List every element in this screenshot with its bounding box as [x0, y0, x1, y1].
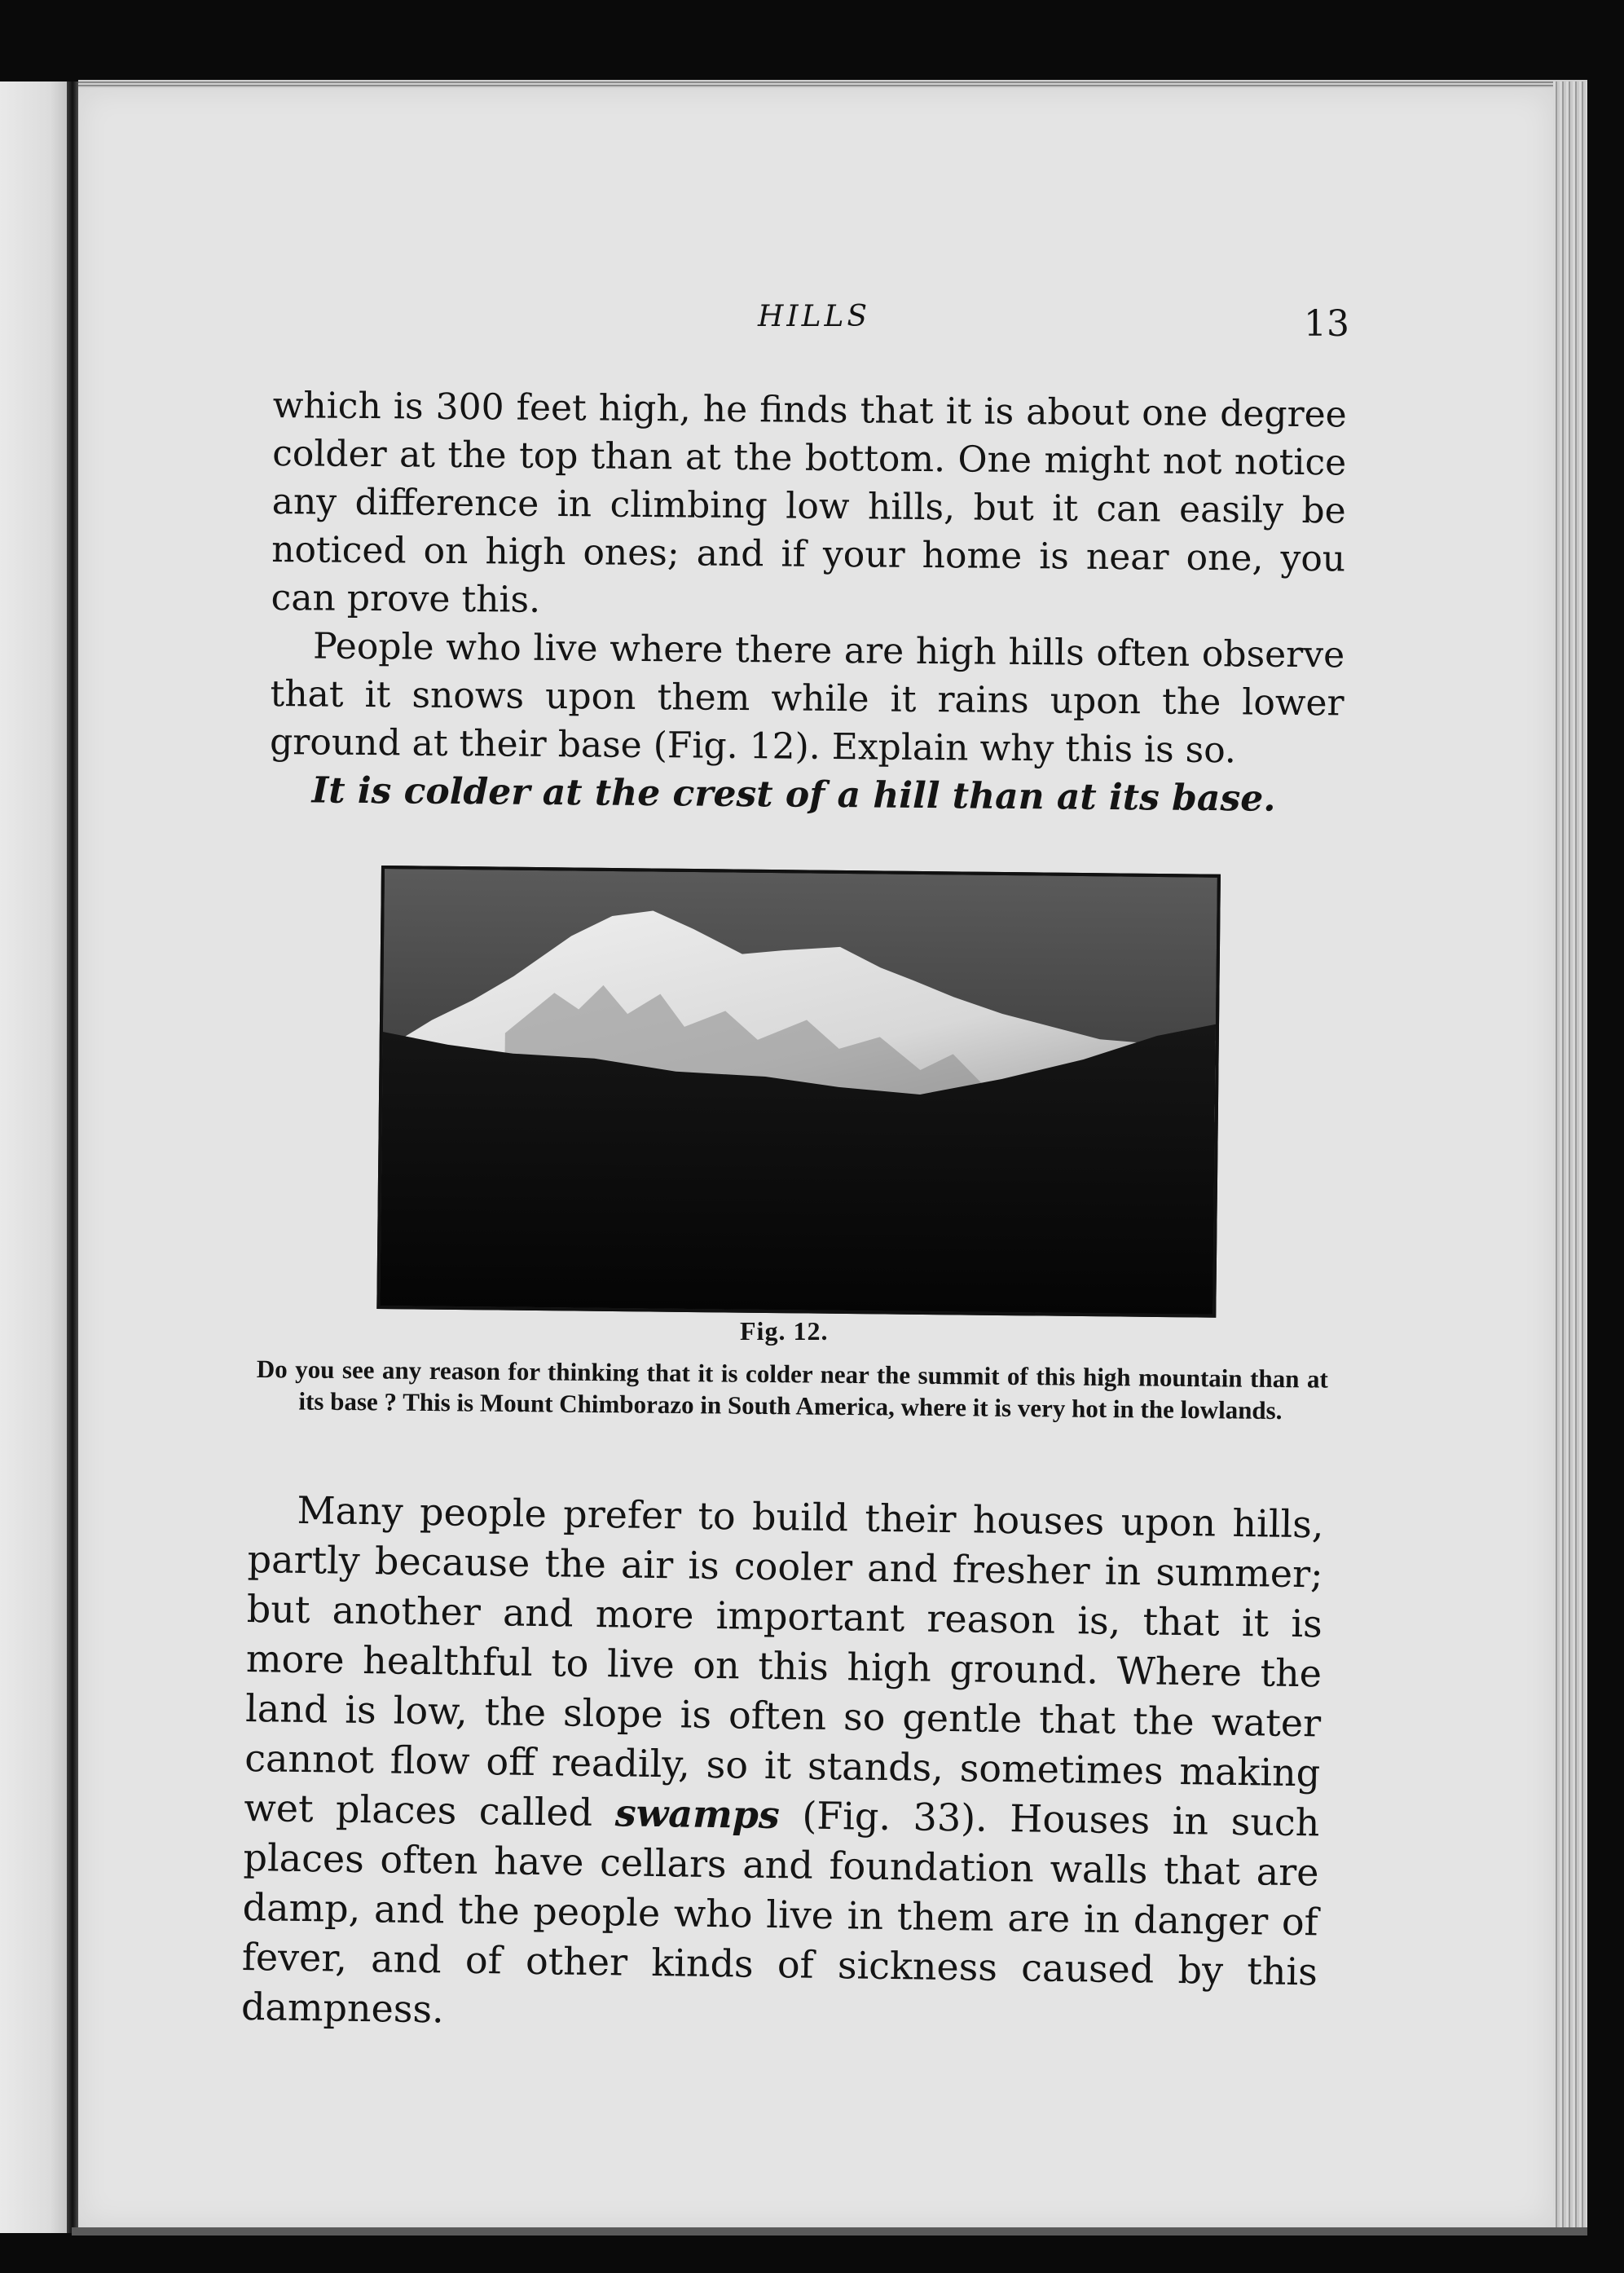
term-swamps: swamps: [614, 1791, 781, 1838]
caption-text: Do you see any reason for thinking that it is colder near the summit of this high mountain than at its base ? This is Mount Chimborazo in South America, where it is very hot in the lowlands.: [256, 1354, 1328, 1425]
figure-caption: [256, 1353, 1328, 1427]
page-bottom-edge: [72, 2227, 1587, 2236]
paragraph-continued: which is 300 feet high, he finds that it is about one degree colder at the top than at the bottom. One might not notice any difference in climbing low hills, but it can easily be noticed on high ones; and if your home is near one, you can prove this.: [271, 384, 1347, 621]
paragraph-houses: [241, 1485, 1324, 2046]
figure-label: Fig. 12.: [740, 1316, 829, 1346]
body-text-top: [269, 381, 1347, 823]
facing-page-edge: [0, 81, 72, 2233]
paragraph-houses-part1: Many people prefer to build their houses upon hills, partly because the air is cooler and fresher in summer; but another and more important reason is, that it is more healthful to live on this high ground. Where the land is low, the slope is often so gentle that the water cannot flow off readily, so it stands, sometimes making wet places called: [244, 1487, 1324, 1835]
paragraph-houses-part2: (Fig. 33). Houses in such places often have cellars and foundation walls that are damp, and the people who live in them are in danger of fever, and of other kinds of sickness caused by this dampness.: [240, 1793, 1320, 2032]
book-gutter: [67, 81, 78, 2233]
body-text-bottom: [241, 1485, 1324, 2046]
summary-statement: It is colder at the crest of a hill than at its base.: [311, 769, 1276, 820]
mountain-photo: [376, 866, 1221, 1318]
paragraph-snow: People who live where there are high hills often observe that it snows upon them while it rains upon the lower ground at their base (Fig. 12). Explain why this is so.: [269, 625, 1345, 772]
running-head: HILLS: [758, 300, 871, 333]
page-stack-edge: [1553, 81, 1587, 2233]
page-number: 13: [1304, 303, 1349, 345]
